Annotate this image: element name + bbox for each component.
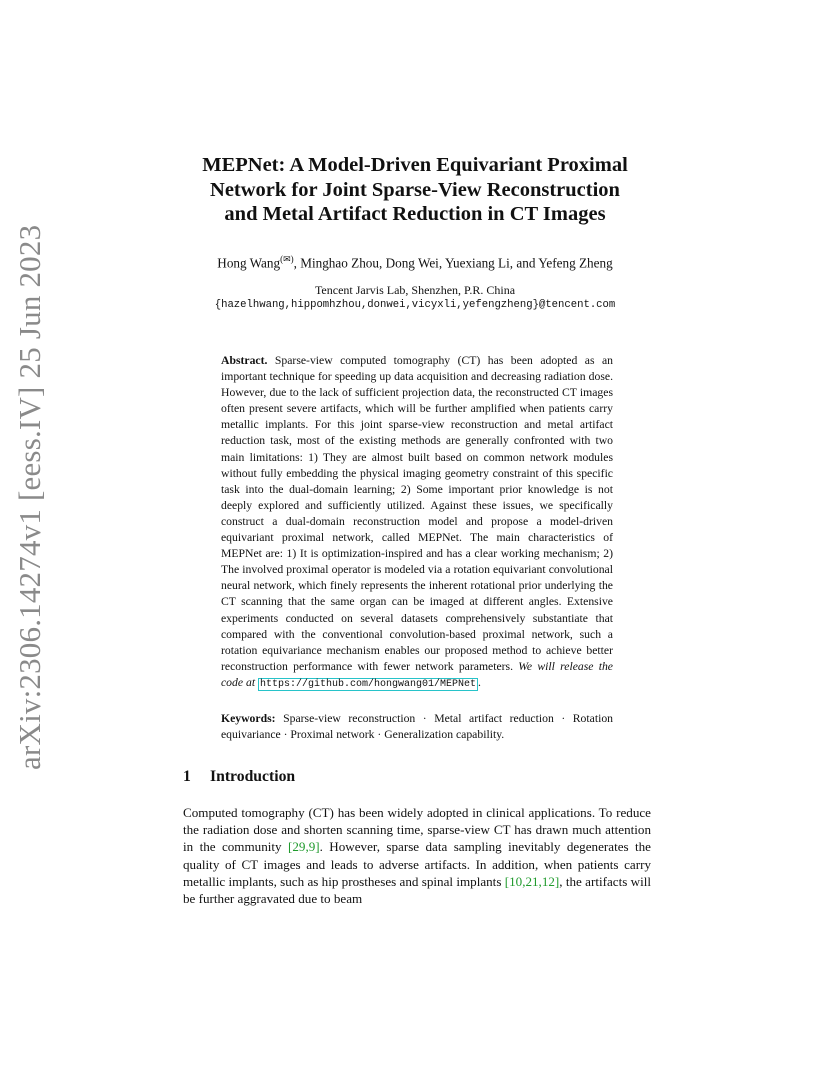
intro-text-1: Computed tomography (CT) has been widely adopted in clinical applications. To reduce the radiation dose and shorten scanning time, sparse-view CT has drawn much attention in the community: [183, 805, 651, 855]
affiliation: Tencent Jarvis Lab, Shenzhen, P.R. China: [314, 283, 516, 297]
intro-text-3: , the artifacts will be further aggravated due to beam: [183, 873, 652, 907]
section-number: 1: [183, 768, 191, 785]
citation-link[interactable]: [29,9]: [287, 839, 320, 855]
arxiv-identifier: arXiv:2306.14274v1 [eess.IV] 25 Jun 2023: [12, 224, 47, 770]
code-release-text: We will release the code at: [221, 659, 613, 689]
author-emails: {hazelhwang,hippomhzhou,donwei,vicyxli,yefengzheng}@tencent.com: [214, 299, 616, 311]
other-authors: , Minghao Zhou, Dong Wei, Yuexiang Li, and Yefeng Zheng: [293, 255, 613, 271]
abstract-label: Abstract.: [221, 354, 268, 367]
title-line-2: Network for Joint Sparse-View Reconstruction: [210, 178, 620, 201]
section-title: Introduction: [210, 768, 296, 785]
keywords-label: Keywords:: [221, 712, 276, 725]
abstract-body: Sparse-view computed tomography (CT) has been adopted as an important technique for speeding up data acquisition and decreasing radiation dose. However, due to the lack of sufficient projection data, the reconstructed CT images often present severe artifacts, which will be further amplified when patients carry metallic implants. For this joint sparse-view reconstruction and metal artifact reduction task, most of the existing methods are generally confronted with two main limitations: 1) They are almost built based on common network modules without fully embedding the physical imaging geometry constraint of this specific task into the dual-domain learning; 2) Some important prior knowledge is not deeply explored and sufficiently utilized. Against these issues, we specifically construct a dual-domain reconstruction model and propose a model-driven equivariant proximal network, called MEPNet. The main characteristics of MEPNet are: 1) It is optimization-inspired and has a clear working mechanism; 2) The involved proximal operator is modeled via a rotation equivariant convolutional neural network, which finely represents the inherent rotational prior underlying the CT scanning that the same organ can be imaged at different angles. Extensive experiments conducted on several datasets comprehensively substantiate that compared with the conventional convolution-based proximal network, such a rotation equivariance mechanism enables our proposed method to achieve better reconstruction performance with fewer network parameters.: [221, 354, 614, 673]
corresponding-author: Hong Wang: [217, 255, 281, 271]
citation-link[interactable]: [10,21,12]: [504, 873, 560, 889]
title-line-3: and Metal Artifact Reduction in CT Images: [224, 203, 606, 225]
section-heading: [183, 768, 295, 786]
code-link[interactable]: https://github.com/hongwang01/MEPNet: [260, 678, 477, 690]
title-line-1: MEPNet: A Model-Driven Equivariant Proximal: [202, 154, 628, 176]
corresponding-mark: (✉): [280, 254, 294, 264]
paper-title: [160, 153, 670, 227]
intro-paragraph: [183, 804, 651, 907]
keywords: [221, 711, 613, 743]
abstract-end: .: [478, 675, 481, 689]
author-list: [160, 254, 670, 271]
keywords-text: Sparse-view reconstruction · Metal artifact reduction · Rotation equivariance · Proximal network · Generalization capability.: [221, 712, 614, 742]
intro-text-2: . However, sparse data sampling inevitably degenerates the quality of CT images and leads to adverse artifacts. In addition, when patients carry metallic implants, such as hip prostheses and spinal implants: [183, 839, 651, 889]
abstract: [221, 353, 613, 693]
